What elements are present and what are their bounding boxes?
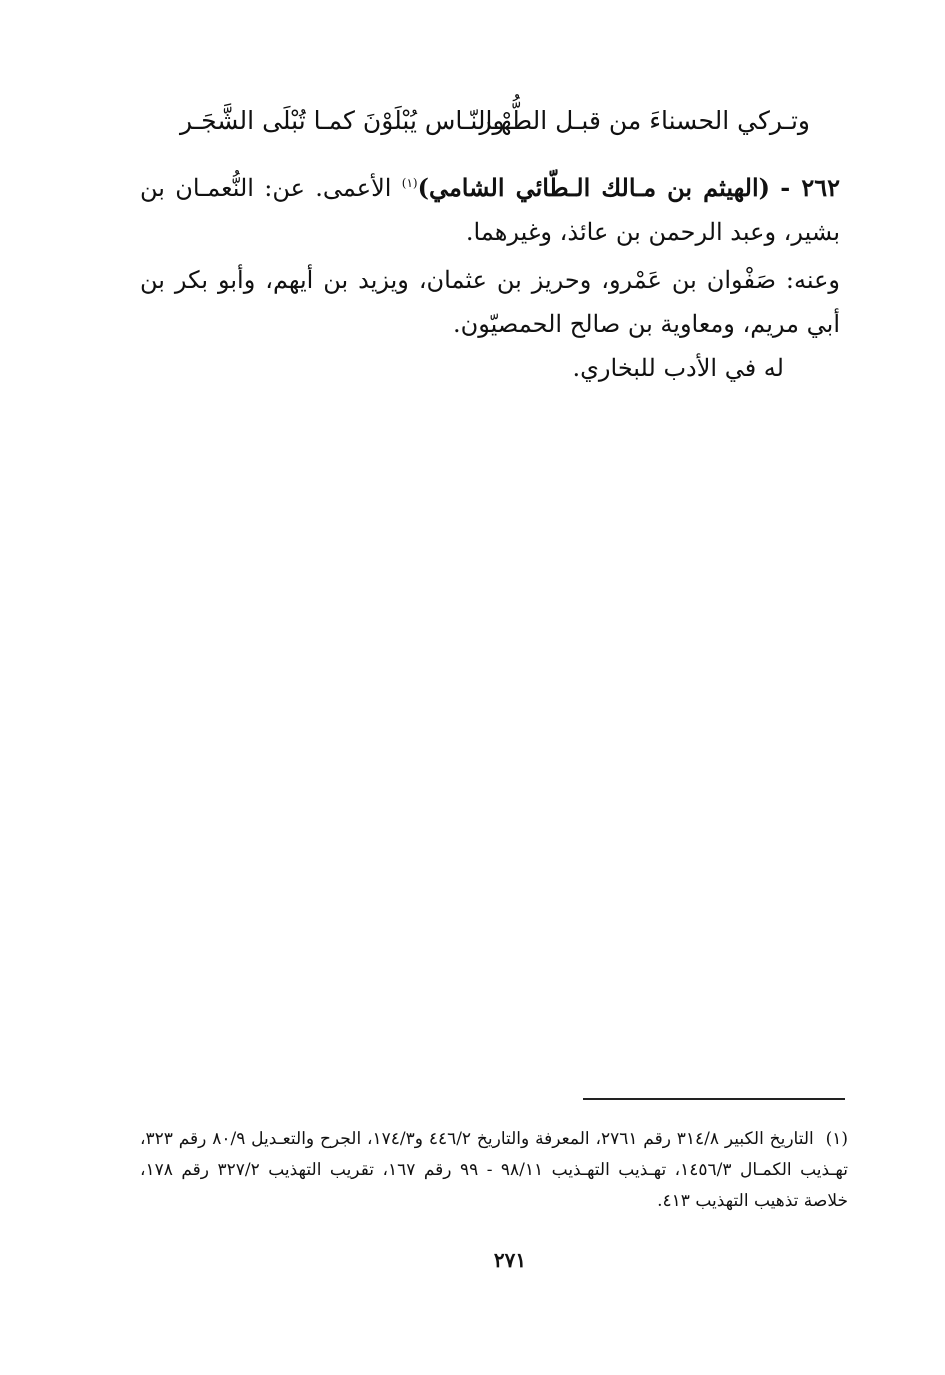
entry-body: [140, 166, 840, 390]
entry-note: له في الأدب للبخاري.: [572, 354, 784, 382]
entry-paragraph: [140, 166, 840, 254]
note-paragraph: [140, 346, 840, 390]
students-paragraph: [140, 258, 840, 346]
entry-text: الأعمى. عن: النُّعمـان بن بشير، وعبد الرحمن بن عائذ، وغيرهما.: [140, 174, 840, 246]
entry-number: ٢٦٢ -: [780, 173, 840, 202]
footnote-reference[interactable]: (١): [401, 176, 418, 190]
footnote-marker: (١): [825, 1129, 849, 1149]
verse-first-hemistich: وتـركي الحسناءَ من قبـل الطُّهْـر: [479, 106, 810, 135]
footnote-text: التاريخ الكبير ٣١٤/٨ رقم ٢٧٦١، المعرفة والتاريخ ٤٤٦/٢ و١٧٤/٣، الجرح والتعـديل ٨٠/٩ رقم ٣٢٣، تهـذيب الكمـال ١٤٥٦/٣، تهـذيب التهـذيب ٩٨/١١ - ٩٩ رقم ١٦٧، تقريب التهذيب ٣٢٧/٢ رقم ١٧٨، خلاصة تذهيب التهذيب ٤١٣.: [140, 1129, 848, 1211]
footnote: [140, 1124, 848, 1217]
footnote-divider: [583, 1098, 845, 1100]
entry-students: وعنه: صَفْوان بن عَمْرو، وحريز بن عثمان، ويزيد بن أيهم، وأبو بكر بن أبي مريم، ومعاوية بن صالح الحمصيّون.: [140, 266, 840, 338]
verse-second-hemistich: والنّـاس يُبْلَوْنَ كمـا تُبْلَى الشَّجَـر: [180, 106, 505, 135]
poetry-verse: [170, 106, 810, 150]
entry-name: (الهيثم بن مـالك الـطّائي الشامي): [417, 173, 770, 202]
page-number: ٢٧١: [493, 1248, 527, 1272]
